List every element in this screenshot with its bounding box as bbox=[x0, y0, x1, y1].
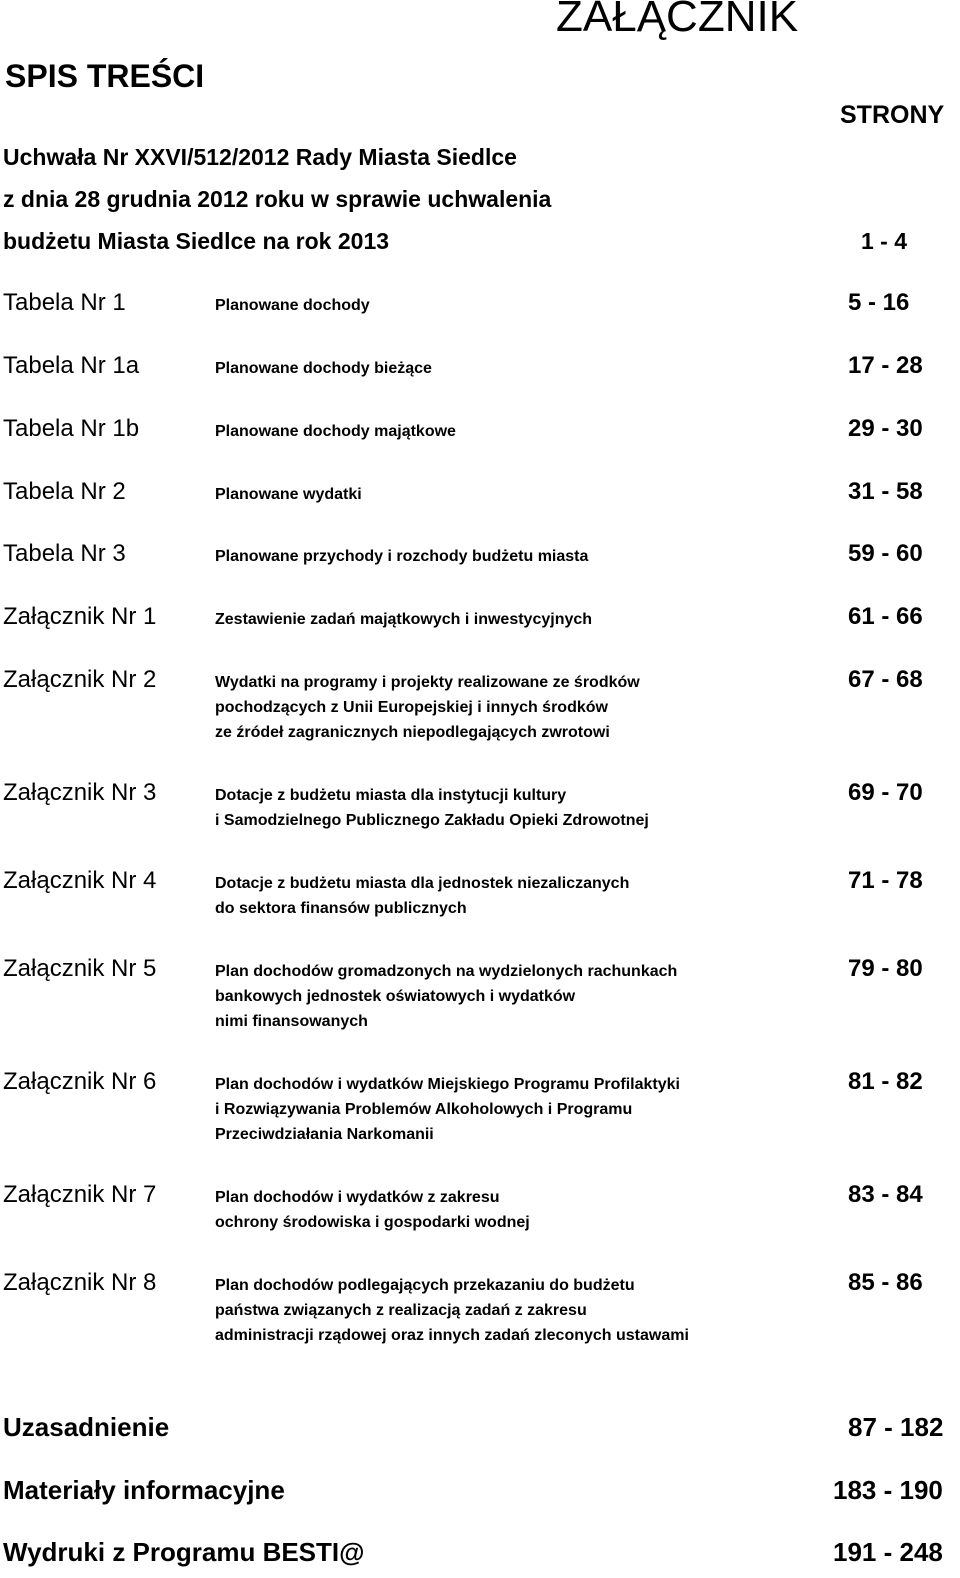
entry-description-line: nimi finansowanych bbox=[215, 1013, 368, 1030]
entry-pages: 71 - 78 bbox=[848, 867, 923, 894]
entry-description-line: Dotacje z budżetu miasta dla instytucji kultury bbox=[215, 787, 567, 804]
entry-pages: 31 - 58 bbox=[848, 478, 923, 505]
entry-description-line: Planowane dochody bbox=[215, 297, 370, 314]
entry-description-line: ze źródeł zagranicznych niepodlegających zwrotowi bbox=[215, 724, 610, 741]
entry-description bbox=[215, 871, 629, 921]
entry-pages: 59 - 60 bbox=[848, 540, 923, 567]
entry-description-line: ochrony środowiska i gospodarki wodnej bbox=[215, 1214, 530, 1231]
entry-pages: 5 - 16 bbox=[848, 289, 910, 316]
entry-description-line: Planowane dochody bieżące bbox=[215, 360, 432, 377]
entry-description-line: Dotacje z budżetu miasta dla jednostek niezaliczanych bbox=[215, 875, 630, 892]
entry-description-line: Zestawienie zadań majątkowych i inwestycyjnych bbox=[215, 611, 593, 628]
entry-label: Załącznik Nr 6 bbox=[3, 1068, 157, 1095]
entry-label: Załącznik Nr 7 bbox=[3, 1181, 157, 1208]
entry-label: Tabela Nr 2 bbox=[3, 478, 126, 505]
entry-description-line: Przeciwdziałania Narkomanii bbox=[215, 1126, 434, 1143]
entry-label: Tabela Nr 1b bbox=[3, 415, 140, 442]
entry-description bbox=[215, 783, 649, 833]
entry-description bbox=[215, 293, 370, 318]
entry-description-line: bankowych jednostek oświatowych i wydatków bbox=[215, 988, 576, 1005]
entry-description-line: i Rozwiązywania Problemów Alkoholowych i Programu bbox=[215, 1101, 633, 1118]
entry-label: Załącznik Nr 4 bbox=[3, 867, 157, 894]
entry-description-line: Planowane wydatki bbox=[215, 486, 362, 503]
entry-pages: 81 - 82 bbox=[848, 1068, 923, 1095]
entry-label: Załącznik Nr 1 bbox=[3, 603, 157, 630]
resolution-pages: 1 - 4 bbox=[861, 228, 908, 254]
entry-label: Tabela Nr 3 bbox=[3, 540, 126, 567]
entry-description-line: i Samodzielnego Publicznego Zakładu Opieki Zdrowotnej bbox=[215, 812, 649, 829]
resolution-title-line: Uchwała Nr XXVI/512/2012 Rady Miasta Siedlce bbox=[3, 144, 517, 170]
summary-label: Wydruki z Programu BESTI@ bbox=[3, 1537, 365, 1567]
entry-description bbox=[215, 1273, 689, 1348]
entry-description bbox=[215, 1185, 530, 1235]
entry-description-line: Planowane przychody i rozchody budżetu miasta bbox=[215, 548, 589, 565]
entry-description-line: Plan dochodów i wydatków Miejskiego Programu Profilaktyki bbox=[215, 1076, 680, 1093]
resolution-title-line: budżetu Miasta Siedlce na rok 2013 bbox=[3, 228, 390, 254]
entry-description-line: państwa związanych z realizacją zadań z zakresu bbox=[215, 1302, 587, 1319]
entry-description-line: Plan dochodów gromadzonych na wydzielonych rachunkach bbox=[215, 963, 678, 980]
entry-pages: 17 - 28 bbox=[848, 352, 923, 379]
entry-label: Załącznik Nr 3 bbox=[3, 779, 157, 806]
entry-description-line: Plan dochodów podlegających przekazaniu do budżetu bbox=[215, 1277, 635, 1294]
entry-description bbox=[215, 419, 456, 444]
entry-description bbox=[215, 959, 677, 1034]
pages-column-heading: STRONY bbox=[840, 101, 945, 129]
summary-pages: 87 - 182 bbox=[848, 1412, 944, 1442]
entry-description-line: Planowane dochody majątkowe bbox=[215, 423, 456, 440]
entry-description bbox=[215, 544, 588, 569]
entry-description bbox=[215, 356, 432, 381]
toc-heading: SPIS TREŚCI bbox=[5, 58, 205, 94]
entry-label: Tabela Nr 1 bbox=[3, 289, 126, 316]
entry-description bbox=[215, 1072, 680, 1147]
entry-description-line: Plan dochodów i wydatków z zakresu bbox=[215, 1189, 500, 1206]
entry-pages: 85 - 86 bbox=[848, 1269, 923, 1296]
entry-pages: 61 - 66 bbox=[848, 603, 923, 630]
document-title: ZAŁĄCZNIK bbox=[556, 0, 799, 41]
entry-label: Załącznik Nr 5 bbox=[3, 955, 157, 982]
summary-label: Materiały informacyjne bbox=[3, 1475, 285, 1505]
entry-description-line: do sektora finansów publicznych bbox=[215, 900, 467, 917]
entry-label: Załącznik Nr 2 bbox=[3, 666, 157, 693]
entry-pages: 79 - 80 bbox=[848, 955, 923, 982]
entry-description bbox=[215, 670, 640, 745]
summary-label: Uzasadnienie bbox=[3, 1412, 170, 1442]
resolution-title-line: z dnia 28 grudnia 2012 roku w sprawie uchwalenia bbox=[3, 186, 552, 212]
entry-description-line: administracji rządowej oraz innych zadań zleconych ustawami bbox=[215, 1327, 689, 1344]
entry-pages: 67 - 68 bbox=[848, 666, 923, 693]
entry-label: Tabela Nr 1a bbox=[3, 352, 140, 379]
entry-pages: 83 - 84 bbox=[848, 1181, 923, 1208]
entry-description bbox=[215, 607, 592, 632]
entry-label: Załącznik Nr 8 bbox=[3, 1269, 157, 1296]
summary-pages: 183 - 190 bbox=[833, 1475, 943, 1505]
entry-pages: 69 - 70 bbox=[848, 779, 923, 806]
summary-pages: 191 - 248 bbox=[833, 1537, 943, 1567]
entry-description-line: Wydatki na programy i projekty realizowane ze środków bbox=[215, 674, 640, 691]
entry-description bbox=[215, 482, 362, 507]
entry-description-line: pochodzących z Unii Europejskiej i innych środków bbox=[215, 699, 608, 716]
entry-pages: 29 - 30 bbox=[848, 415, 923, 442]
